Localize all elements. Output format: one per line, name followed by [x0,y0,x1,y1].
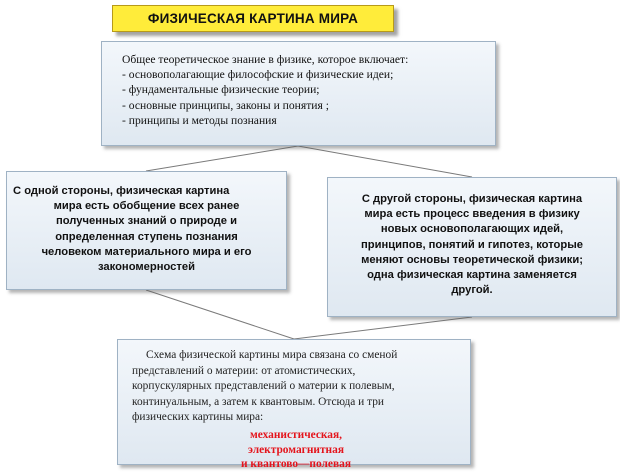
one-side-line: закономерностей [98,261,195,274]
scheme-line: представлений о материи: от атомистических, [132,364,356,377]
other-side-line: принципов, понятий и гипотез, которые [361,238,583,251]
definition-line: - фундаментальные физические теории; [122,83,320,97]
definition-line: - принципы и методы познания [122,113,277,127]
scheme-line: физических картины мира: [132,411,264,424]
one-side-line: С одной стороны, физическая картина [13,185,230,197]
other-side-line: другой. [451,284,493,297]
connector-right-to-bottom [294,317,472,339]
world-pictures-list [132,428,460,472]
other-side-line: мира есть процесс введения в физику [364,208,580,221]
scheme-line: Схема физической картины мира связана со сменой [146,349,398,361]
world-picture-electromagnetic: электромагнитная [248,443,344,456]
other-side-box [327,177,617,317]
one-side-line: человеком материального мира и его [41,245,252,258]
other-side-line: С другой стороны, физическая картина [361,193,583,205]
definition-line: Общее теоретическое знание в физике, которое включает: [122,53,409,66]
one-side-box [6,171,287,290]
connector-top-to-right [298,146,472,177]
other-side-line: одна физическая картина заменяется [367,269,577,282]
scheme-line: континуальным, а затем к квантовым. Отсюда и три [132,395,385,408]
diagram-title: ФИЗИЧЕСКАЯ КАРТИНА МИРА [147,11,359,26]
other-side-line: новых основополагающих идей, [380,223,564,236]
connector-top-to-left [146,146,298,171]
definition-line: - основные принципы, законы и понятия ; [122,98,329,112]
scheme-line: корпускулярных представлений о материи к полевым, [132,380,395,393]
one-side-line: мира есть обобщение всех ранее [53,200,240,213]
world-picture-mechanistic: механистическая, [250,428,342,441]
scheme-box [117,339,471,471]
definition-line: - основополагающие философские и физические идеи; [122,68,394,82]
connector-left-to-bottom [146,290,294,339]
one-side-line: определенная ступень познания [55,230,238,243]
definition-box [101,41,496,146]
other-side-line: меняют основы теоретической физики; [361,253,583,266]
one-side-line: полученных знаний о природе и [55,215,237,228]
diagram-title-box [112,5,394,32]
world-picture-quantum-field: и квантово—полевая [241,458,351,471]
